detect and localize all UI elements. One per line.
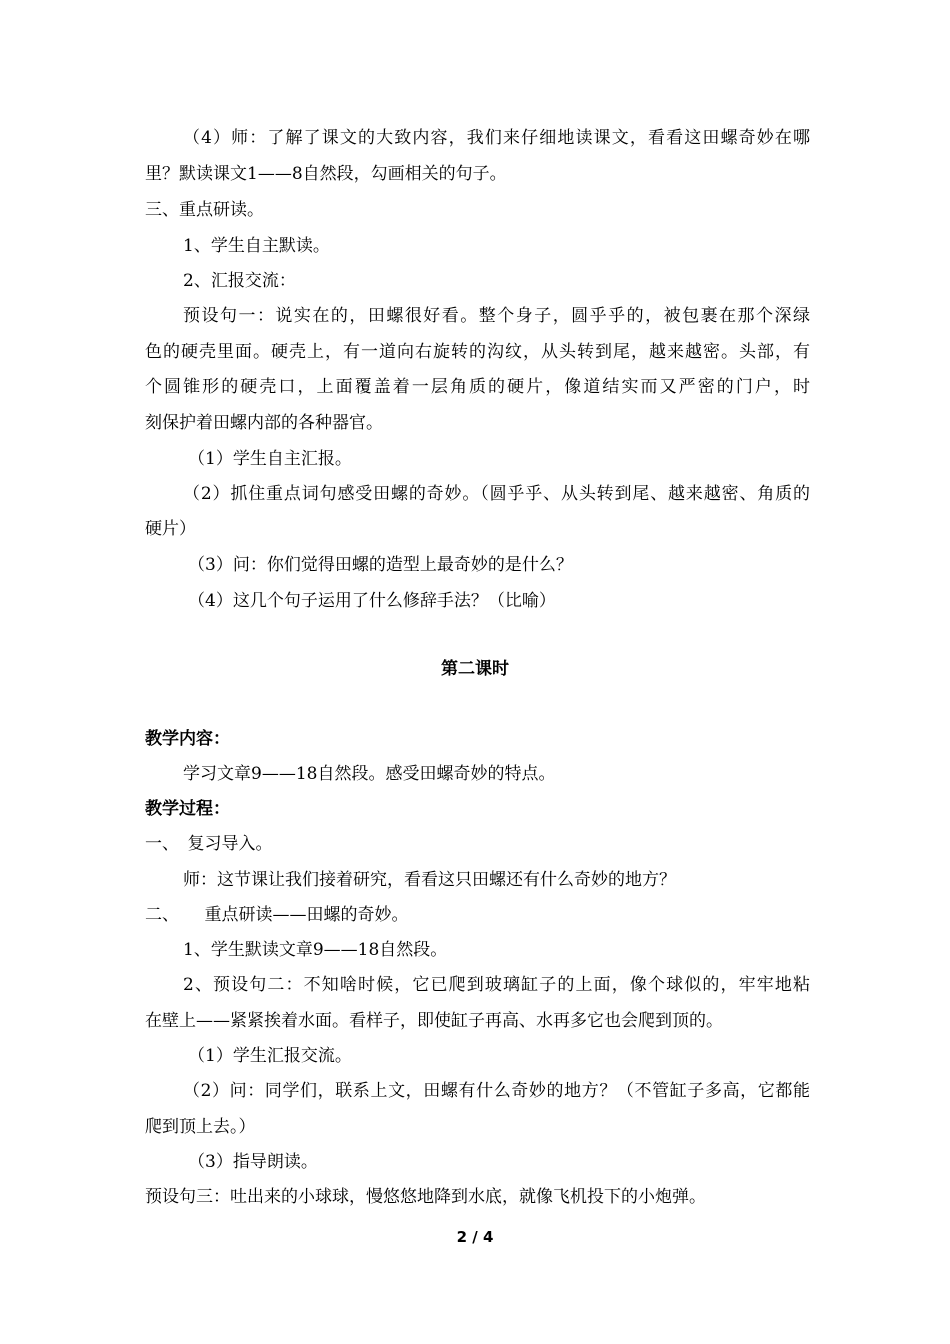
content-heading: 教学内容：	[145, 729, 230, 749]
paragraph-line: 硬片）	[145, 519, 196, 539]
paragraph-line: （4）师：了解了课文的大致内容，我们来仔细地读课文，看看这田螺奇妙在哪	[183, 128, 810, 148]
section-heading: 三、重点研读。	[145, 200, 264, 220]
paragraph-line: 个圆锥形的硬壳口，上面覆盖着一层角质的硬片，像道结实而又严密的门户，时	[145, 377, 810, 397]
paragraph-line: 2、预设句二：不知啥时候，它已爬到玻璃缸子的上面，像个球似的，牢牢地粘	[183, 975, 810, 995]
paragraph-line: 学习文章9——18自然段。感受田螺奇妙的特点。	[183, 764, 556, 784]
paragraph-line: 爬到顶上去。）	[145, 1117, 256, 1137]
paragraph-line: （1）学生汇报交流。	[188, 1046, 352, 1066]
paragraph-line: 预设句一：说实在的，田螺很好看。整个身子，圆乎乎的，被包裹在那个深绿	[183, 306, 810, 326]
paragraph-line: （4）这几个句子运用了什么修辞手法？（比喻）	[188, 591, 556, 611]
paragraph-line: 刻保护着田螺内部的各种器官。	[145, 413, 383, 433]
paragraph-line: 1、学生自主默读。	[183, 236, 330, 256]
paragraph-line: 色的硬壳里面。硬壳上，有一道向右旋转的沟纹，从头转到尾，越来越密。头部，有	[145, 342, 810, 362]
paragraph-line: 在壁上——紧紧挨着水面。看样子，即使缸子再高、水再多它也会爬到顶的。	[145, 1011, 723, 1031]
paragraph-line: 预设句三：吐出来的小球球，慢悠悠地降到水底，就像飞机投下的小炮弹。	[145, 1187, 706, 1207]
paragraph-line: （2）抓住重点词句感受田螺的奇妙。（圆乎乎、从头转到尾、越来越密、角质的	[183, 484, 810, 504]
lesson-title: 第二课时	[441, 659, 509, 679]
paragraph-line: （1）学生自主汇报。	[188, 449, 352, 469]
paragraph-line: 师：这节课让我们接着研究，看看这只田螺还有什么奇妙的地方？	[183, 870, 676, 890]
paragraph-line: （3）问：你们觉得田螺的造型上最奇妙的是什么？	[188, 555, 573, 575]
paragraph-line: 2、汇报交流：	[183, 271, 296, 291]
process-heading: 教学过程：	[145, 799, 230, 819]
section-heading: 一、 复习导入。	[145, 834, 273, 854]
paragraph-line: 1、学生默读文章9——18自然段。	[183, 940, 448, 960]
paragraph-line: （3）指导朗读。	[188, 1152, 318, 1172]
page-number: 2 / 4	[456, 1228, 494, 1246]
paragraph-line: 里？默读课文1——8自然段，勾画相关的句子。	[145, 164, 507, 184]
section-heading: 二、 重点研读——田螺的奇妙。	[145, 905, 409, 925]
paragraph-line: （2）问：同学们，联系上文，田螺有什么奇妙的地方？（不管缸子多高，它都能	[183, 1081, 810, 1101]
